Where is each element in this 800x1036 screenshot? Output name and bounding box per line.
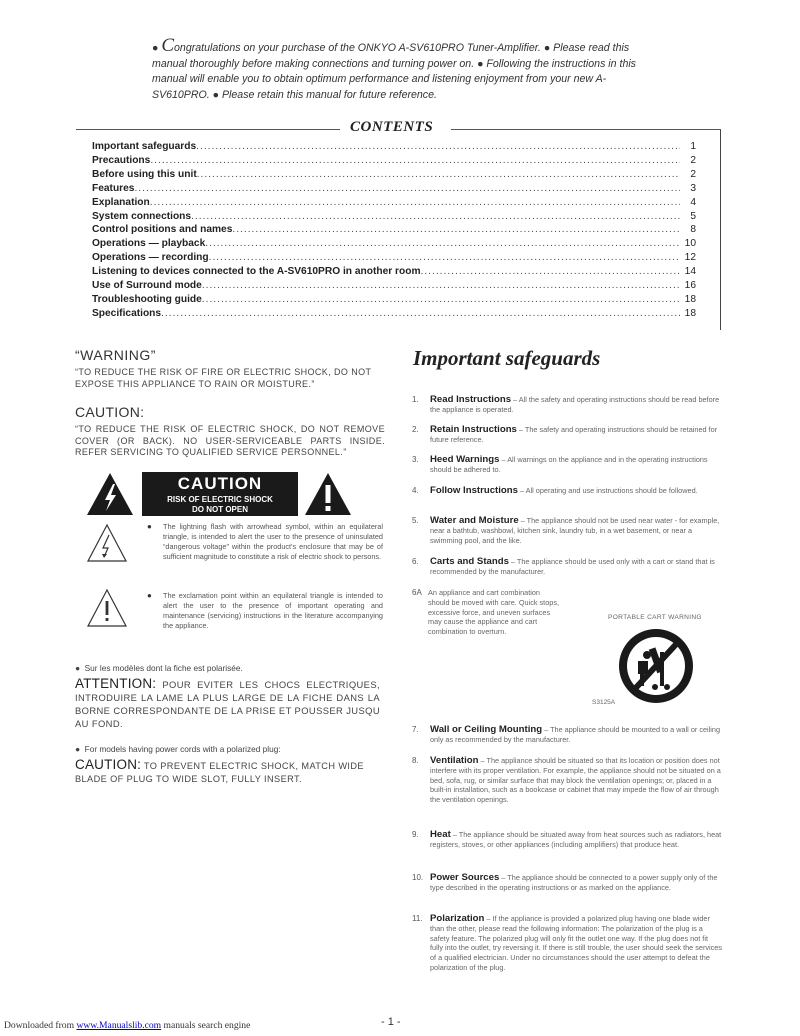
caution-box-title: CAUTION — [177, 474, 263, 493]
safeguard-number: 8. — [412, 756, 419, 765]
exclamation-warning-icon — [304, 472, 352, 516]
safeguard-number: 1. — [412, 395, 419, 404]
safeguard-number: 3. — [412, 455, 419, 464]
toc-entry-page: 8 — [690, 224, 696, 236]
toc-entry-label: Troubleshooting guide — [92, 293, 202, 305]
safeguard-number: 11. — [412, 914, 423, 923]
polarized-caution-text: TO PREVENT ELECTRIC SHOCK, MATCH WIDE BLADE OF PLUG TO WIDE SLOT, FULLY INSERT. — [75, 761, 364, 784]
safeguard-number: 6. — [412, 557, 419, 566]
safeguard-text: – The appliance should be used only with a cart or stand that is recommended by the manufacturer. — [430, 557, 715, 576]
lightning-symbol-text: The lightning flash with arrowhead symbol, within an equilateral triangle, is intended to alert the user to the presence of uninsulated “dangerous voltage” within the product's enclosure that may be of sufficient magnitude to constitute a risk of electric shock to persons. — [163, 522, 383, 561]
safeguard-text: – All operating and use instructions should be followed. — [517, 486, 698, 495]
safeguard-item — [412, 486, 722, 496]
polarized-note — [75, 744, 281, 754]
safeguard-text: – All the safety and operating instructions should be read before the appliance is operated. — [430, 395, 720, 414]
safeguard-title: Carts and Stands — [430, 556, 509, 567]
toc-entry[interactable] — [92, 279, 696, 293]
toc-entry-label: Operations — recording — [92, 252, 209, 264]
intro-initial: C — [161, 35, 175, 56]
toc-entry[interactable] — [92, 210, 696, 224]
safeguard-item — [412, 725, 722, 745]
toc-entry[interactable] — [92, 293, 696, 307]
manualslib-link[interactable]: www.Manualslib.com — [76, 1020, 162, 1031]
safeguard-number: 2. — [412, 425, 419, 434]
cart-tip-over-icon — [616, 626, 696, 706]
safeguard-title: Ventilation — [430, 755, 479, 766]
safeguard-text: – If the appliance is provided a polarized plug having one blade wider than the other, please read the following information: The polarization of the plug is a safety feature. The polarized plug will only fit the outlet one way. If the plug does not fit fully into the outlet, try reversing it. If there is still trouble, the user should seek the services of a qualified electrician. Under no circumstances should the user attempt to defeat the polarization of the plug. — [430, 914, 723, 972]
attention-text: POUR EVITER LES CHOCS ELECTRIQUES, INTRODUIRE LA LAME LA PLUS LARGE DE LA FICHE DANS LA BORNE CORRESPONDANTE DE LA PRISE ET POUSSER JUSQU AU FOND. — [75, 679, 380, 729]
safeguard-item — [412, 557, 722, 577]
page-number: - 1 - — [381, 1016, 401, 1028]
warning-text: “TO REDUCE THE RISK OF FIRE OR ELECTRIC SHOCK, DO NOT EXPOSE THIS APPLIANCE TO RAIN OR MOISTURE.” — [75, 367, 372, 389]
safeguard-text: – The appliance should be situated away from heat sources such as radiators, heat registers, stoves, or other appliances (including amplifiers) that produce heat. — [430, 830, 722, 849]
polarized-note-text: For models having power cords with a polarized plug: — [84, 744, 281, 754]
toc-entry-page: 18 — [684, 307, 696, 319]
safeguard-text: – The safety and operating instructions should be retained for future reference. — [430, 425, 718, 444]
polarized-caution-heading: CAUTION: — [75, 757, 142, 772]
toc-entry-label: Before using this unit — [92, 168, 197, 180]
high-voltage-warning-icon — [86, 472, 134, 516]
safeguard-item — [412, 873, 722, 893]
cart-warning-label: PORTABLE CART WARNING — [608, 614, 702, 621]
safeguard-title: Heed Warnings — [430, 454, 500, 465]
toc-entry-label: Important safeguards — [92, 141, 197, 152]
toc-entry[interactable] — [92, 154, 696, 168]
toc-entry-label: Specifications — [92, 307, 162, 319]
toc-entry-page: 2 — [690, 168, 696, 180]
toc-entry-label: Features — [92, 182, 135, 194]
polarized-caution — [75, 758, 380, 786]
intro-paragraph: ● Congratulations on your purchase of the ONKYO A-SV610PRO Tuner-Amplifier. ● Please read this manual thoroughly before making connections and turning power on. ● Following the instructions in this manual will enable you to obtain optimum performance and listening enjoyment from your new A-SV610PRO. ● Please retain this manual for future reference. — [152, 35, 636, 101]
safeguard-title: Power Sources — [430, 872, 500, 883]
safeguard-number: 4. — [412, 486, 419, 495]
exclamation-symbol-text: The exclamation point within an equilateral triangle is intended to alert the user to the presence of important operating and maintenance (servicing) instructions in the literature accompanying the appliance. — [163, 591, 383, 630]
french-note — [75, 663, 243, 673]
toc-entry-label: Use of Surround mode — [92, 280, 202, 292]
lightning-triangle-icon — [86, 523, 128, 563]
bullet-icon: ● — [75, 663, 81, 673]
safeguard-number: 9. — [412, 830, 419, 839]
footer-suffix: manuals search engine — [161, 1020, 251, 1031]
caution-label-box — [142, 472, 298, 516]
contents-title: CONTENTS — [350, 119, 434, 135]
toc-entry[interactable] — [92, 168, 696, 182]
safeguard-number: 7. — [412, 725, 419, 734]
toc-entry-label: Listening to devices connected to the A-SV610PRO in another room — [92, 266, 421, 278]
toc-entry-label: System connections — [92, 210, 192, 222]
caution-box-line2: DO NOT OPEN — [191, 504, 248, 514]
bullet-icon: ● — [147, 522, 152, 531]
safeguard-number: 6A — [412, 588, 422, 597]
download-footer — [4, 1020, 250, 1031]
cart-code: S3125A — [592, 699, 616, 706]
toc-entry-page: 1 — [690, 141, 696, 152]
toc-entry-label: Operations — playback — [92, 238, 206, 250]
safeguard-title: Polarization — [430, 913, 485, 924]
toc-entry-label: Control positions and names — [92, 224, 233, 236]
caution-heading: CAUTION: — [75, 404, 145, 420]
intro-text: ongratulations on your purchase of the ONKYO A-SV610PRO Tuner-Amplifier. ● Please read this manual thoroughly before making connections and turning power on. ● Following the instructions in this manual will enable you to obtain optimum performance and listening enjoyment from your new A-SV610PRO. ● Please retain this manual for future reference. — [152, 42, 636, 101]
safeguard-text: – The appliance should be mounted to a wall or ceiling only as recommended by the manufacturer. — [430, 725, 721, 744]
toc-entry[interactable] — [92, 237, 696, 251]
safeguard-item-6a — [412, 588, 562, 637]
safeguard-title: Heat — [430, 829, 451, 840]
safeguard-text: – The appliance should be connected to a power supply only of the type described in the operating instructions or as marked on the appliance. — [430, 873, 718, 892]
toc-entry-page: 14 — [684, 266, 696, 278]
safeguard-item — [412, 914, 722, 973]
toc-entry-page: 10 — [684, 238, 696, 250]
safeguard-title: Retain Instructions — [430, 424, 517, 435]
safeguard-title: Follow Instructions — [430, 485, 518, 496]
toc-entry-page: 16 — [684, 280, 696, 292]
table-of-contents — [92, 140, 696, 321]
toc-entry-page: 12 — [684, 252, 696, 264]
attention-heading: ATTENTION: — [75, 676, 157, 691]
safeguard-text: An appliance and cart combination should be moved with care. Quick stops, excessive force, and uneven surfaces may cause the appliance and cart combination to overturn. — [428, 588, 560, 637]
toc-entry-label: Explanation — [92, 196, 150, 208]
toc-entry-page: 18 — [684, 293, 696, 305]
safeguard-item — [412, 756, 722, 805]
toc-entry[interactable] — [92, 140, 696, 154]
safeguard-text: – All warnings on the appliance and in the operating instructions should be adhered to. — [430, 455, 708, 474]
safeguards-title: Important safeguards — [413, 346, 601, 370]
toc-entry[interactable] — [92, 196, 696, 210]
exclamation-triangle-icon — [86, 588, 128, 628]
toc-entry-page: 2 — [690, 154, 696, 166]
safeguard-number: 5. — [412, 516, 419, 525]
safeguard-item — [412, 425, 722, 445]
safeguard-number: 10. — [412, 873, 424, 882]
warning-heading: “WARNING” — [75, 347, 156, 363]
safeguard-item — [412, 395, 722, 415]
toc-entry-page: 3 — [690, 182, 696, 194]
safeguard-title: Read Instructions — [430, 394, 512, 405]
toc-entry[interactable] — [92, 307, 696, 321]
toc-entry[interactable] — [92, 223, 696, 237]
safeguard-item — [412, 516, 722, 545]
french-attention — [75, 677, 380, 730]
safeguard-title: Water and Moisture — [430, 515, 519, 526]
toc-entry[interactable] — [92, 265, 696, 279]
bullet-icon: ● — [75, 744, 81, 754]
safeguard-item — [412, 455, 722, 475]
caution-box-line1: RISK OF ELECTRIC SHOCK — [167, 495, 273, 504]
toc-entry-page: 4 — [690, 196, 696, 208]
toc-entry[interactable] — [92, 182, 696, 196]
toc-entry-page: 5 — [690, 210, 696, 222]
french-note-text: Sur les modèles dont la fiche est polarisée. — [84, 663, 243, 673]
footer-prefix: Downloaded from — [4, 1020, 77, 1031]
safeguard-text: – The appliance should be situated so that its location or position does not interfere with its proper ventilation. For example, the appliance should not be situated on a bed, sofa, rug, or similar surface that may block the ventilation openings; or, placed in a built-in installation, such as a bookcase or cabinet that may impede the flow of air through the ventilation openings. — [430, 756, 721, 805]
bullet-icon: ● — [147, 591, 152, 600]
caution-text: “TO REDUCE THE RISK OF ELECTRIC SHOCK, DO NOT REMOVE COVER (OR BACK). NO USER-SERVICEABLE PARTS INSIDE. REFER SERVICING TO QUALIFIED SERVICE PERSONNEL.” — [75, 424, 385, 457]
toc-entry-label: Precautions — [92, 154, 151, 166]
safeguard-title: Wall or Ceiling Mounting — [430, 724, 543, 735]
safeguard-item — [412, 830, 722, 850]
safeguard-text: – The appliance should not be used near water - for example, near a bathtub, washbowl, kitchen sink, laundry tub, in a wet basement, or near a swimming pool, and the like. — [430, 516, 720, 545]
toc-entry[interactable] — [92, 251, 696, 265]
